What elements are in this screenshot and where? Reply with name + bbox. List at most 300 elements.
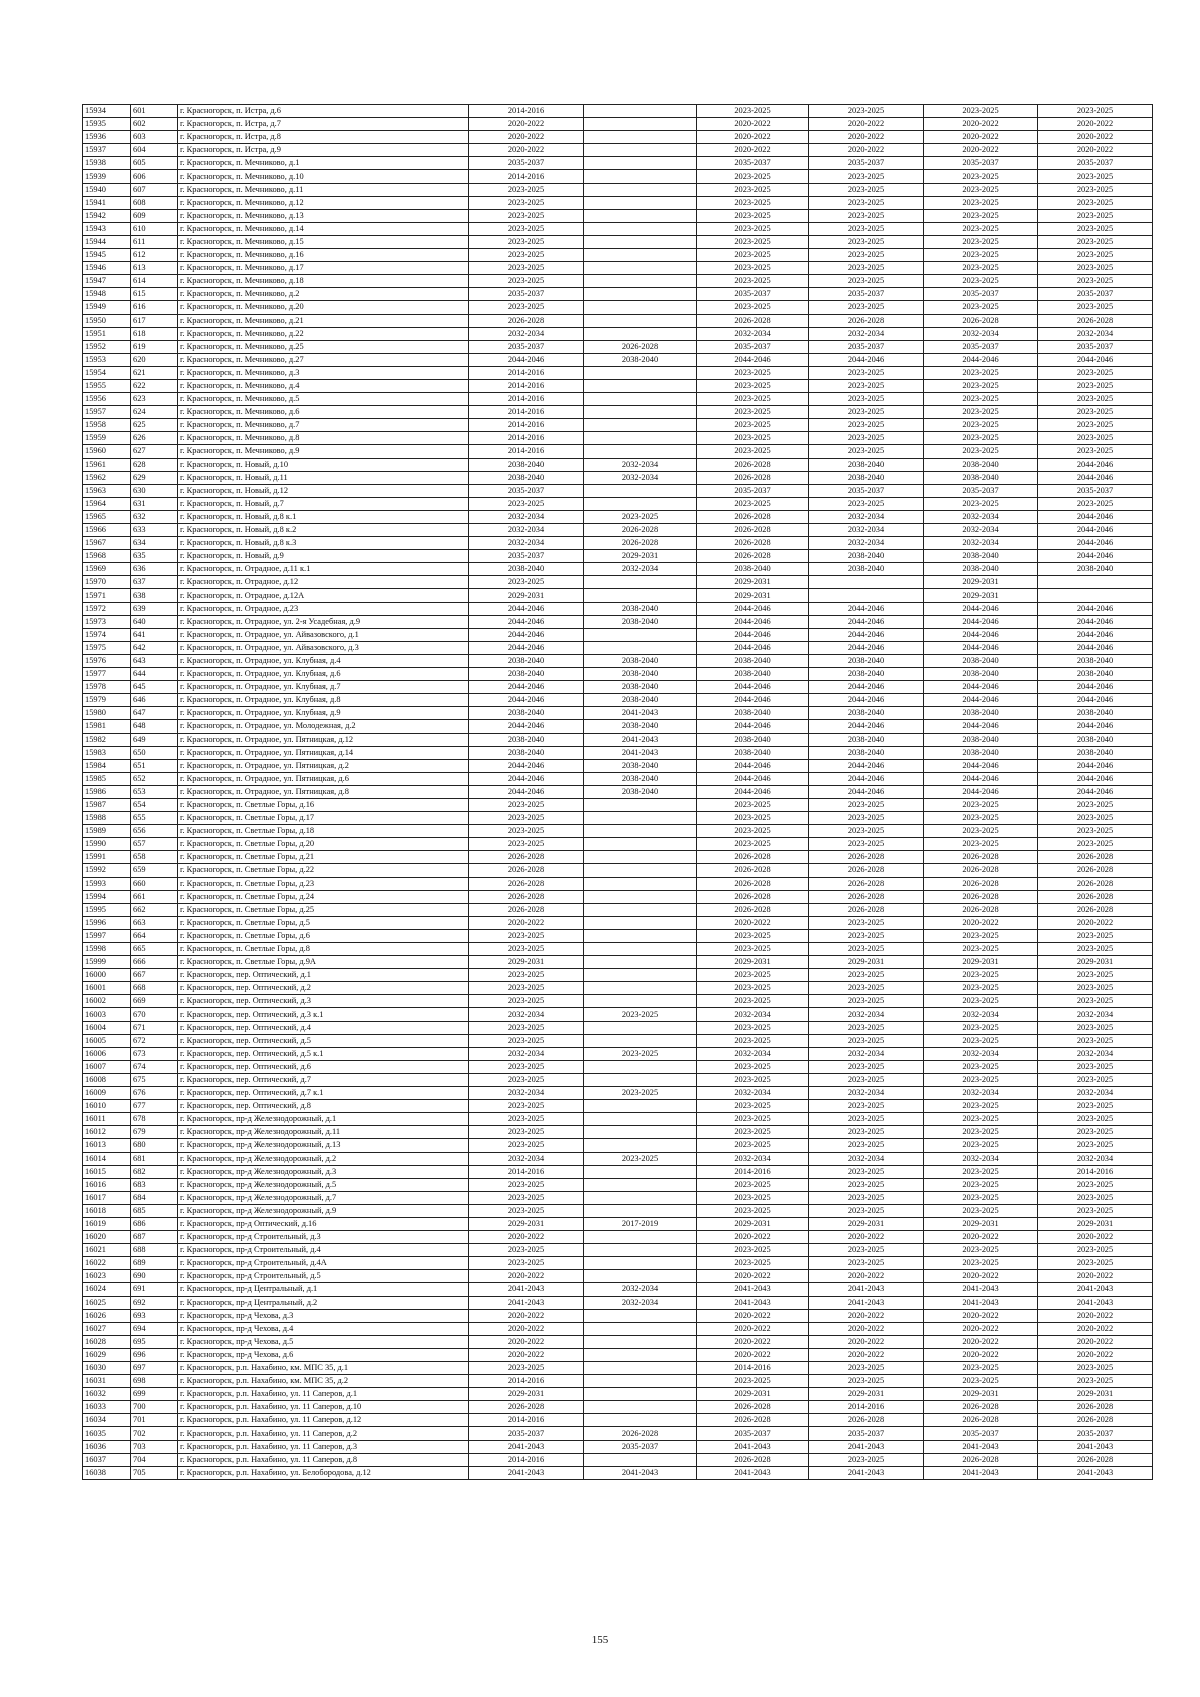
row-number-cell: 688 xyxy=(131,1244,178,1257)
address-cell: г. Красногорск, п. Мечниково, д.11 xyxy=(178,183,469,196)
year-range-cell: 2023-2025 xyxy=(924,1021,1038,1034)
year-range-cell: 2020-2022 xyxy=(809,1309,924,1322)
year-range-cell: 2032-2034 xyxy=(924,1047,1038,1060)
row-number-cell: 605 xyxy=(131,157,178,170)
table-row xyxy=(83,995,1153,1008)
year-range-cell: 2023-2025 xyxy=(809,1244,924,1257)
year-range-cell: 2026-2028 xyxy=(697,471,809,484)
year-range-cell: 2026-2028 xyxy=(1038,1401,1153,1414)
year-range-cell: 2023-2025 xyxy=(469,235,584,248)
year-range-cell xyxy=(584,1270,697,1283)
year-range-cell: 2023-2025 xyxy=(924,1362,1038,1375)
row-id-cell: 15998 xyxy=(83,943,131,956)
row-id-cell: 16003 xyxy=(83,1008,131,1021)
year-range-cell: 2023-2025 xyxy=(809,393,924,406)
table-row xyxy=(83,1231,1153,1244)
row-id-cell: 16002 xyxy=(83,995,131,1008)
year-range-cell: 2044-2046 xyxy=(809,353,924,366)
year-range-cell: 2023-2025 xyxy=(697,1191,809,1204)
year-range-cell: 2044-2046 xyxy=(697,602,809,615)
year-range-cell: 2023-2025 xyxy=(1038,275,1153,288)
address-cell: г. Красногорск, пр-д Центральный, д.1 xyxy=(178,1283,469,1296)
row-number-cell: 671 xyxy=(131,1021,178,1034)
year-range-cell: 2023-2025 xyxy=(469,301,584,314)
year-range-cell: 2020-2022 xyxy=(1038,144,1153,157)
year-range-cell: 2044-2046 xyxy=(809,681,924,694)
year-range-cell: 2023-2025 xyxy=(809,209,924,222)
row-id-cell: 15938 xyxy=(83,157,131,170)
year-range-cell: 2044-2046 xyxy=(1038,458,1153,471)
year-range-cell: 2023-2025 xyxy=(809,1375,924,1388)
year-range-cell: 2023-2025 xyxy=(924,1100,1038,1113)
year-range-cell: 2023-2025 xyxy=(1038,209,1153,222)
year-range-cell: 2044-2046 xyxy=(697,353,809,366)
row-number-cell: 615 xyxy=(131,288,178,301)
year-range-cell: 2044-2046 xyxy=(469,720,584,733)
row-id-cell: 15977 xyxy=(83,668,131,681)
row-number-cell: 677 xyxy=(131,1100,178,1113)
row-number-cell: 608 xyxy=(131,196,178,209)
year-range-cell: 2023-2025 xyxy=(697,838,809,851)
year-range-cell: 2026-2028 xyxy=(469,903,584,916)
year-range-cell: 2023-2025 xyxy=(809,249,924,262)
table-row xyxy=(83,471,1153,484)
year-range-cell: 2035-2037 xyxy=(809,340,924,353)
year-range-cell xyxy=(584,1375,697,1388)
year-range-cell: 2041-2043 xyxy=(924,1283,1038,1296)
table-row xyxy=(83,484,1153,497)
year-range-cell: 2038-2040 xyxy=(697,746,809,759)
address-cell: г. Красногорск, п. Отрадное, д.12 xyxy=(178,576,469,589)
address-cell: г. Красногорск, п. Истра, д.6 xyxy=(178,105,469,118)
year-range-cell: 2026-2028 xyxy=(697,510,809,523)
address-cell: г. Красногорск, пер. Оптический, д.8 xyxy=(178,1100,469,1113)
year-range-cell: 2026-2028 xyxy=(469,314,584,327)
row-id-cell: 15943 xyxy=(83,222,131,235)
table-row xyxy=(83,1139,1153,1152)
year-range-cell: 2023-2025 xyxy=(924,301,1038,314)
year-range-cell: 2038-2040 xyxy=(924,471,1038,484)
year-range-cell: 2023-2025 xyxy=(924,497,1038,510)
table-row xyxy=(83,864,1153,877)
row-number-cell: 698 xyxy=(131,1375,178,1388)
table-row xyxy=(83,327,1153,340)
address-cell: г. Красногорск, п. Новый, д.12 xyxy=(178,484,469,497)
year-range-cell: 2044-2046 xyxy=(1038,471,1153,484)
row-id-cell: 16012 xyxy=(83,1126,131,1139)
row-id-cell: 15952 xyxy=(83,340,131,353)
table-row xyxy=(83,1165,1153,1178)
row-number-cell: 673 xyxy=(131,1047,178,1060)
address-cell: г. Красногорск, п. Отрадное, д.11 к.1 xyxy=(178,563,469,576)
year-range-cell: 2023-2025 xyxy=(584,1152,697,1165)
year-range-cell: 2023-2025 xyxy=(469,838,584,851)
year-range-cell: 2023-2025 xyxy=(1038,798,1153,811)
year-range-cell: 2044-2046 xyxy=(924,772,1038,785)
year-range-cell: 2038-2040 xyxy=(469,707,584,720)
year-range-cell: 2029-2031 xyxy=(924,589,1038,602)
row-number-cell: 649 xyxy=(131,733,178,746)
year-range-cell: 2023-2025 xyxy=(924,929,1038,942)
row-number-cell: 660 xyxy=(131,877,178,890)
year-range-cell: 2020-2022 xyxy=(809,131,924,144)
year-range-cell: 2023-2025 xyxy=(1038,1073,1153,1086)
year-range-cell xyxy=(584,1244,697,1257)
address-cell: г. Красногорск, п. Мечниково, д.25 xyxy=(178,340,469,353)
year-range-cell: 2023-2025 xyxy=(469,1178,584,1191)
year-range-cell: 2044-2046 xyxy=(697,641,809,654)
year-range-cell: 2026-2028 xyxy=(1038,903,1153,916)
row-id-cell: 16031 xyxy=(83,1375,131,1388)
year-range-cell: 2032-2034 xyxy=(809,1047,924,1060)
year-range-cell: 2032-2034 xyxy=(469,524,584,537)
row-id-cell: 16015 xyxy=(83,1165,131,1178)
year-range-cell: 2023-2025 xyxy=(697,1126,809,1139)
row-id-cell: 15993 xyxy=(83,877,131,890)
year-range-cell: 2029-2031 xyxy=(809,1388,924,1401)
row-id-cell: 16024 xyxy=(83,1283,131,1296)
row-number-cell: 643 xyxy=(131,654,178,667)
address-cell: г. Красногорск, пр-д Строительный, д.3 xyxy=(178,1231,469,1244)
table-row xyxy=(83,1296,1153,1309)
year-range-cell: 2035-2037 xyxy=(697,288,809,301)
year-range-cell: 2023-2025 xyxy=(469,929,584,942)
year-range-cell xyxy=(584,890,697,903)
row-number-cell: 664 xyxy=(131,929,178,942)
year-range-cell: 2038-2040 xyxy=(697,668,809,681)
year-range-cell: 2032-2034 xyxy=(469,1008,584,1021)
year-range-cell: 2020-2022 xyxy=(469,916,584,929)
address-cell: г. Красногорск, п. Отрадное, ул. Клубная, д.8 xyxy=(178,694,469,707)
table-row xyxy=(83,1060,1153,1073)
year-range-cell: 2023-2025 xyxy=(469,1204,584,1217)
row-id-cell: 15988 xyxy=(83,812,131,825)
year-range-cell: 2044-2046 xyxy=(469,785,584,798)
row-id-cell: 15964 xyxy=(83,497,131,510)
year-range-cell: 2044-2046 xyxy=(924,628,1038,641)
year-range-cell: 2023-2025 xyxy=(924,183,1038,196)
row-number-cell: 610 xyxy=(131,222,178,235)
row-number-cell: 704 xyxy=(131,1453,178,1466)
row-number-cell: 639 xyxy=(131,602,178,615)
year-range-cell: 2023-2025 xyxy=(809,379,924,392)
row-id-cell: 15954 xyxy=(83,366,131,379)
row-id-cell: 15962 xyxy=(83,471,131,484)
row-id-cell: 16020 xyxy=(83,1231,131,1244)
row-id-cell: 15950 xyxy=(83,314,131,327)
year-range-cell: 2032-2034 xyxy=(924,537,1038,550)
row-number-cell: 679 xyxy=(131,1126,178,1139)
year-range-cell: 2023-2025 xyxy=(809,969,924,982)
year-range-cell: 2023-2025 xyxy=(697,812,809,825)
year-range-cell: 2023-2025 xyxy=(924,995,1038,1008)
table-row xyxy=(83,785,1153,798)
year-range-cell xyxy=(584,1100,697,1113)
address-cell: г. Красногорск, п. Светлые Горы, д.8 xyxy=(178,943,469,956)
year-range-cell: 2023-2025 xyxy=(924,1060,1038,1073)
table-row xyxy=(83,340,1153,353)
year-range-cell: 2023-2025 xyxy=(924,812,1038,825)
year-range-cell: 2026-2028 xyxy=(924,1453,1038,1466)
year-range-cell: 2026-2028 xyxy=(469,851,584,864)
year-range-cell: 2020-2022 xyxy=(924,1335,1038,1348)
year-range-cell: 2032-2034 xyxy=(697,1047,809,1060)
year-range-cell xyxy=(584,641,697,654)
year-range-cell: 2023-2025 xyxy=(809,995,924,1008)
table-row xyxy=(83,550,1153,563)
year-range-cell xyxy=(1038,576,1153,589)
year-range-cell: 2023-2025 xyxy=(697,1257,809,1270)
address-cell: г. Красногорск, пр-д Железнодорожный, д.9 xyxy=(178,1204,469,1217)
year-range-cell: 2023-2025 xyxy=(469,1126,584,1139)
row-number-cell: 663 xyxy=(131,916,178,929)
address-cell: г. Красногорск, п. Мечниково, д.3 xyxy=(178,366,469,379)
year-range-cell: 2035-2037 xyxy=(469,484,584,497)
row-number-cell: 695 xyxy=(131,1335,178,1348)
table-row xyxy=(83,759,1153,772)
year-range-cell xyxy=(1038,589,1153,602)
year-range-cell: 2023-2025 xyxy=(924,379,1038,392)
year-range-cell: 2029-2031 xyxy=(469,589,584,602)
table-row xyxy=(83,956,1153,969)
year-range-cell: 2038-2040 xyxy=(924,563,1038,576)
table-row xyxy=(83,1047,1153,1060)
row-id-cell: 15956 xyxy=(83,393,131,406)
year-range-cell: 2023-2025 xyxy=(469,995,584,1008)
row-id-cell: 16026 xyxy=(83,1309,131,1322)
year-range-cell: 2044-2046 xyxy=(1038,615,1153,628)
year-range-cell: 2020-2022 xyxy=(697,131,809,144)
table-row xyxy=(83,1388,1153,1401)
year-range-cell: 2032-2034 xyxy=(469,1152,584,1165)
year-range-cell: 2032-2034 xyxy=(697,327,809,340)
year-range-cell: 2041-2043 xyxy=(1038,1466,1153,1479)
year-range-cell: 2023-2025 xyxy=(924,419,1038,432)
year-range-cell: 2023-2025 xyxy=(924,196,1038,209)
year-range-cell: 2044-2046 xyxy=(1038,759,1153,772)
year-range-cell: 2044-2046 xyxy=(924,602,1038,615)
year-range-cell: 2035-2037 xyxy=(697,340,809,353)
address-cell: г. Красногорск, п. Новый, д.11 xyxy=(178,471,469,484)
year-range-cell: 2020-2022 xyxy=(924,1270,1038,1283)
year-range-cell xyxy=(584,327,697,340)
year-range-cell: 2020-2022 xyxy=(469,144,584,157)
year-range-cell: 2023-2025 xyxy=(924,1244,1038,1257)
year-range-cell xyxy=(584,1021,697,1034)
schedule-table xyxy=(82,104,1153,1480)
year-range-cell: 2032-2034 xyxy=(809,1087,924,1100)
year-range-cell: 2023-2025 xyxy=(469,1060,584,1073)
year-range-cell: 2023-2025 xyxy=(469,982,584,995)
table-row xyxy=(83,1440,1153,1453)
row-id-cell: 15999 xyxy=(83,956,131,969)
year-range-cell: 2023-2025 xyxy=(697,222,809,235)
year-range-cell: 2023-2025 xyxy=(1038,366,1153,379)
year-range-cell: 2038-2040 xyxy=(1038,654,1153,667)
table-row xyxy=(83,1034,1153,1047)
year-range-cell: 2044-2046 xyxy=(1038,550,1153,563)
year-range-cell: 2023-2025 xyxy=(1038,379,1153,392)
row-id-cell: 15985 xyxy=(83,772,131,785)
year-range-cell: 2023-2025 xyxy=(809,929,924,942)
year-range-cell: 2026-2028 xyxy=(584,524,697,537)
table-row xyxy=(83,1152,1153,1165)
row-id-cell: 16023 xyxy=(83,1270,131,1283)
row-number-cell: 607 xyxy=(131,183,178,196)
row-id-cell: 16027 xyxy=(83,1322,131,1335)
year-range-cell: 2023-2025 xyxy=(469,183,584,196)
year-range-cell: 2041-2043 xyxy=(1038,1440,1153,1453)
year-range-cell: 2044-2046 xyxy=(924,720,1038,733)
address-cell: г. Красногорск, п. Истра, д.9 xyxy=(178,144,469,157)
year-range-cell: 2023-2025 xyxy=(809,1453,924,1466)
year-range-cell: 2023-2025 xyxy=(584,1008,697,1021)
row-id-cell: 15996 xyxy=(83,916,131,929)
table-row xyxy=(83,1073,1153,1086)
year-range-cell: 2038-2040 xyxy=(924,668,1038,681)
year-range-cell: 2038-2040 xyxy=(809,668,924,681)
row-number-cell: 602 xyxy=(131,118,178,131)
year-range-cell: 2023-2025 xyxy=(469,1100,584,1113)
year-range-cell xyxy=(584,864,697,877)
year-range-cell: 2032-2034 xyxy=(924,510,1038,523)
address-cell: г. Красногорск, п. Мечниково, д.9 xyxy=(178,445,469,458)
address-cell: г. Красногорск, п. Светлые Горы, д.17 xyxy=(178,812,469,825)
year-range-cell: 2044-2046 xyxy=(1038,720,1153,733)
year-range-cell: 2035-2037 xyxy=(1038,288,1153,301)
year-range-cell: 2014-2016 xyxy=(469,379,584,392)
year-range-cell: 2044-2046 xyxy=(1038,602,1153,615)
year-range-cell: 2023-2025 xyxy=(697,995,809,1008)
table-row xyxy=(83,602,1153,615)
year-range-cell: 2023-2025 xyxy=(924,170,1038,183)
year-range-cell: 2032-2034 xyxy=(697,1152,809,1165)
year-range-cell: 2023-2025 xyxy=(809,943,924,956)
year-range-cell: 2020-2022 xyxy=(697,1231,809,1244)
address-cell: г. Красногорск, пер. Оптический, д.7 к.1 xyxy=(178,1087,469,1100)
year-range-cell: 2023-2025 xyxy=(697,235,809,248)
row-id-cell: 16009 xyxy=(83,1087,131,1100)
year-range-cell: 2044-2046 xyxy=(809,720,924,733)
year-range-cell: 2044-2046 xyxy=(809,615,924,628)
address-cell: г. Красногорск, п. Новый, д.7 xyxy=(178,497,469,510)
year-range-cell: 2032-2034 xyxy=(924,1008,1038,1021)
row-id-cell: 15967 xyxy=(83,537,131,550)
year-range-cell: 2023-2025 xyxy=(1038,1126,1153,1139)
row-number-cell: 686 xyxy=(131,1217,178,1230)
year-range-cell: 2023-2025 xyxy=(924,1073,1038,1086)
page-number: 155 xyxy=(591,1634,609,1646)
year-range-cell: 2014-2016 xyxy=(469,1453,584,1466)
year-range-cell: 2020-2022 xyxy=(469,1348,584,1361)
table-row xyxy=(83,1427,1153,1440)
table-row xyxy=(83,222,1153,235)
row-number-cell: 683 xyxy=(131,1178,178,1191)
table-row xyxy=(83,1217,1153,1230)
table-row xyxy=(83,183,1153,196)
year-range-cell: 2026-2028 xyxy=(697,314,809,327)
row-number-cell: 652 xyxy=(131,772,178,785)
address-cell: г. Красногорск, п. Новый, д.8 к.2 xyxy=(178,524,469,537)
year-range-cell: 2023-2025 xyxy=(469,1034,584,1047)
year-range-cell: 2041-2043 xyxy=(809,1440,924,1453)
year-range-cell: 2041-2043 xyxy=(924,1466,1038,1479)
address-cell: г. Красногорск, п. Отрадное, ул. Пятницкая, д.12 xyxy=(178,733,469,746)
year-range-cell: 2044-2046 xyxy=(1038,694,1153,707)
row-id-cell: 15981 xyxy=(83,720,131,733)
year-range-cell: 2035-2037 xyxy=(584,1440,697,1453)
year-range-cell: 2014-2016 xyxy=(469,105,584,118)
year-range-cell: 2026-2028 xyxy=(697,550,809,563)
year-range-cell: 2038-2040 xyxy=(584,681,697,694)
row-id-cell: 15978 xyxy=(83,681,131,694)
year-range-cell: 2026-2028 xyxy=(697,1453,809,1466)
year-range-cell xyxy=(584,929,697,942)
year-range-cell: 2023-2025 xyxy=(1038,1191,1153,1204)
year-range-cell: 2023-2025 xyxy=(924,366,1038,379)
year-range-cell: 2032-2034 xyxy=(469,327,584,340)
year-range-cell: 2029-2031 xyxy=(697,1217,809,1230)
row-number-cell: 601 xyxy=(131,105,178,118)
row-number-cell: 632 xyxy=(131,510,178,523)
year-range-cell: 2023-2025 xyxy=(697,943,809,956)
year-range-cell: 2044-2046 xyxy=(809,694,924,707)
table-row xyxy=(83,1270,1153,1283)
year-range-cell xyxy=(584,288,697,301)
year-range-cell: 2026-2028 xyxy=(469,864,584,877)
year-range-cell: 2035-2037 xyxy=(1038,484,1153,497)
year-range-cell: 2026-2028 xyxy=(809,851,924,864)
year-range-cell xyxy=(584,118,697,131)
year-range-cell: 2023-2025 xyxy=(469,1113,584,1126)
row-number-cell: 627 xyxy=(131,445,178,458)
year-range-cell: 2014-2016 xyxy=(469,1375,584,1388)
row-number-cell: 672 xyxy=(131,1034,178,1047)
year-range-cell: 2023-2025 xyxy=(924,222,1038,235)
year-range-cell: 2023-2025 xyxy=(1038,406,1153,419)
year-range-cell xyxy=(584,916,697,929)
year-range-cell: 2029-2031 xyxy=(809,956,924,969)
row-number-cell: 617 xyxy=(131,314,178,327)
year-range-cell xyxy=(584,1073,697,1086)
row-number-cell: 674 xyxy=(131,1060,178,1073)
row-number-cell: 701 xyxy=(131,1414,178,1427)
row-number-cell: 700 xyxy=(131,1401,178,1414)
address-cell: г. Красногорск, пер. Оптический, д.2 xyxy=(178,982,469,995)
row-id-cell: 15968 xyxy=(83,550,131,563)
table-row xyxy=(83,1204,1153,1217)
row-number-cell: 604 xyxy=(131,144,178,157)
row-id-cell: 15966 xyxy=(83,524,131,537)
year-range-cell: 2044-2046 xyxy=(924,615,1038,628)
year-range-cell: 2026-2028 xyxy=(924,864,1038,877)
row-id-cell: 16008 xyxy=(83,1073,131,1086)
year-range-cell: 2044-2046 xyxy=(469,759,584,772)
year-range-cell: 2023-2025 xyxy=(809,105,924,118)
year-range-cell: 2020-2022 xyxy=(1038,916,1153,929)
year-range-cell: 2020-2022 xyxy=(469,1322,584,1335)
year-range-cell: 2044-2046 xyxy=(1038,524,1153,537)
year-range-cell: 2023-2025 xyxy=(809,406,924,419)
year-range-cell: 2026-2028 xyxy=(924,877,1038,890)
address-cell: г. Красногорск, пер. Оптический, д.5 к.1 xyxy=(178,1047,469,1060)
year-range-cell: 2023-2025 xyxy=(697,825,809,838)
year-range-cell: 2023-2025 xyxy=(697,419,809,432)
row-number-cell: 666 xyxy=(131,956,178,969)
year-range-cell xyxy=(584,249,697,262)
year-range-cell: 2023-2025 xyxy=(809,419,924,432)
address-cell: г. Красногорск, п. Светлые Горы, д.9А xyxy=(178,956,469,969)
